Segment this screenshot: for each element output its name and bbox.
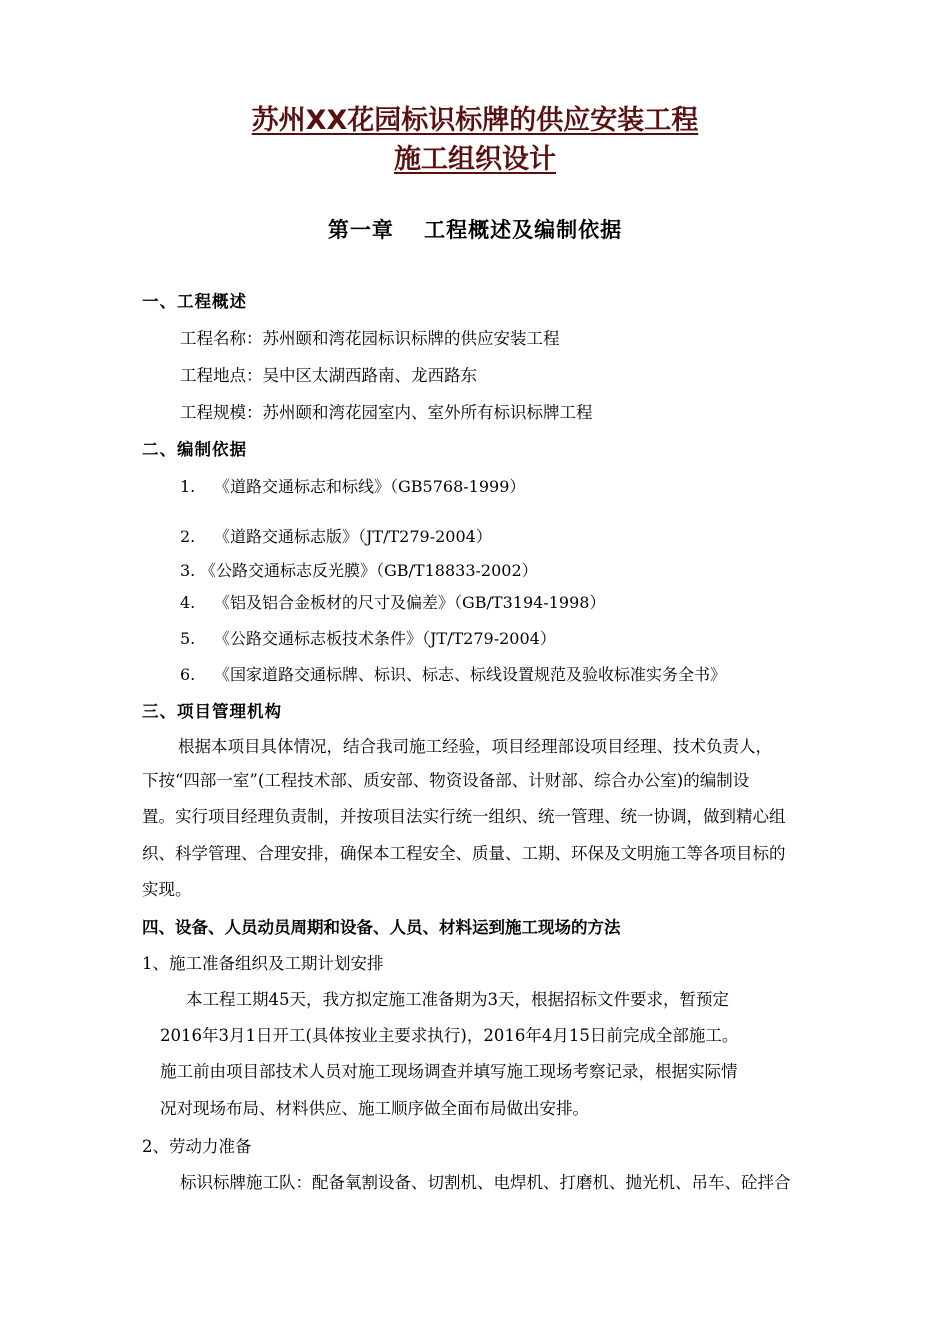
paragraph-line: 本工程工期45天，我方拟定施工准备期为3天，根据招标文件要求，暂预定: [186, 990, 729, 1009]
section-heading-management: 三、项目管理机构: [142, 702, 282, 721]
reference-item: 6. 《国家道路交通标牌、标识、标志、标线设置规范及验收标准实务全书》: [180, 665, 727, 684]
subsection-heading-labor: 2、劳动力准备: [142, 1137, 252, 1156]
paragraph-line: 置。实行项目经理负责制，并按项目法实行统一组织、统一管理、统一协调，做到精心组: [142, 807, 786, 826]
section-heading-mobilization: 四、设备、人员动员周期和设备、人员、材料运到施工现场的方法: [142, 918, 621, 937]
paragraph-line: 下按“四部一室”(工程技术部、质安部、物资设备部、计财部、综合办公室)的编制设: [142, 771, 750, 790]
project-name: 工程名称：苏州颐和湾花园标识标牌的供应安装工程: [180, 329, 560, 348]
reference-item: 4. 《铝及铝合金板材的尺寸及偏差》（GB/T3194-1998）: [180, 593, 606, 612]
section-heading-basis: 二、编制依据: [142, 440, 247, 459]
paragraph-line: 实现。: [142, 880, 192, 899]
reference-item: 5. 《公路交通标志板技术条件》（JT/T279-2004）: [180, 629, 556, 648]
chapter-title: 第一章 工程概述及编制依据: [327, 218, 623, 242]
paragraph-line: 标识标牌施工队：配备氧割设备、切割机、电焊机、打磨机、抛光机、吊车、砼拌合: [180, 1173, 791, 1192]
section-heading-overview: 一、工程概述: [142, 292, 247, 311]
paragraph-line: 施工前由项目部技术人员对施工现场调查并填写施工现场考察记录，根据实际情: [160, 1062, 738, 1081]
document-title-line2: 施工组织设计: [394, 144, 556, 175]
reference-item: 1. 《道路交通标志和标线》（GB5768-1999）: [180, 477, 526, 496]
reference-item: 3. 《公路交通标志反光膜》（GB/T18833-2002）: [180, 561, 538, 580]
paragraph-line: 织、科学管理、合理安排，确保本工程安全、质量、工期、环保及文明施工等各项目标的: [142, 844, 786, 863]
document-title-line1: 苏州XX花园标识标牌的供应安装工程: [251, 105, 699, 136]
reference-item: 2. 《道路交通标志版》（JT/T279-2004）: [180, 527, 492, 546]
subsection-heading-schedule: 1、施工准备组织及工期计划安排: [142, 954, 384, 973]
project-scale: 工程规模：苏州颐和湾花园室内、室外所有标识标牌工程: [180, 403, 593, 422]
project-location: 工程地点：吴中区太湖西路南、龙西路东: [180, 366, 477, 385]
paragraph-line: 根据本项目具体情况，结合我司施工经验，项目经理部设项目经理、技术负责人，: [178, 737, 772, 756]
paragraph-line: 2016年3月1日开工(具体按业主要求执行)，2016年4月15日前完成全部施工。: [160, 1026, 739, 1045]
paragraph-line: 况对现场布局、材料供应、施工顺序做全面布局做出安排。: [160, 1099, 589, 1118]
